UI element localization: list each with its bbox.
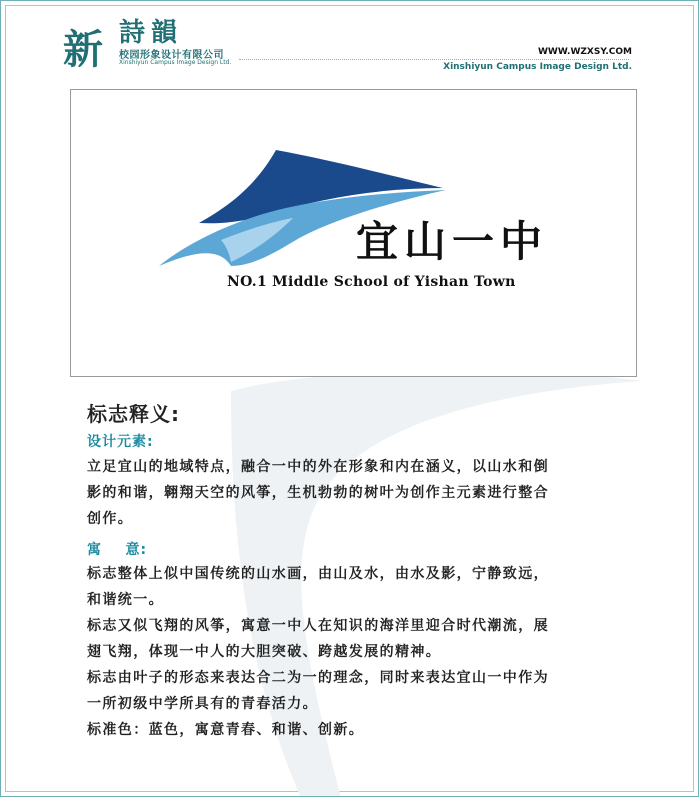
meaning-text bbox=[87, 561, 637, 743]
school-name-en: NO.1 Middle School of Yishan Town bbox=[227, 274, 516, 290]
header-dotted-line bbox=[239, 59, 629, 61]
meaning-p2-line: 翅飞翔，体现一中人的大胆突破、跨越发展的精神。 bbox=[87, 644, 442, 660]
meaning-label: 寓 意: bbox=[87, 542, 148, 558]
brand-logo-char-3: 韻 bbox=[151, 18, 178, 48]
school-name-cn: 宜山一中 bbox=[356, 217, 549, 266]
meaning-p3-line: 一所初级中学所具有的青春活力。 bbox=[87, 696, 318, 712]
page-heading: 标志释义: bbox=[87, 402, 180, 426]
design-elements-label: 设计元素: bbox=[87, 434, 154, 450]
brand-name-cn: 校园形象设计有限公司 bbox=[119, 50, 224, 61]
company-name-en: Xinshiyun Campus Image Design Ltd. bbox=[443, 62, 632, 72]
logo-panel bbox=[70, 89, 637, 377]
brand-logo-char-2: 詩 bbox=[119, 18, 146, 48]
meaning-p1-line: 标志整体上似中国传统的山水画，由山及水，由水及影，宁静致远， bbox=[87, 566, 549, 582]
meaning-p4-line: 标准色：蓝色，寓意青春、和谐、创新。 bbox=[87, 722, 365, 738]
design-text-line: 立足宜山的地域特点，融合一中的外在形象和内在涵义，以山水和倒 bbox=[87, 459, 549, 475]
school-logo-graphic bbox=[71, 90, 636, 376]
meaning-p3-line: 标志由叶子的形态来表达合二为一的理念，同时来表达宜山一中作为 bbox=[87, 670, 549, 686]
meaning-p2-line: 标志又似飞翔的风筝，寓意一中人在知识的海洋里迎合时代潮流，展 bbox=[87, 618, 549, 634]
design-text-line: 影的和谐，翱翔天空的风筝，生机勃勃的树叶为创作主元素进行整合 bbox=[87, 485, 549, 501]
design-elements-text bbox=[87, 454, 637, 532]
brand-logo-char-1: 新 bbox=[63, 26, 103, 71]
meaning-p1-line: 和谐统一。 bbox=[87, 592, 164, 608]
design-text-line: 创作。 bbox=[87, 511, 134, 527]
website-url: WWW.WZXSY.COM bbox=[538, 47, 632, 57]
brand-name-en-small: Xinshiyun Campus Image Design Ltd. bbox=[119, 59, 232, 66]
